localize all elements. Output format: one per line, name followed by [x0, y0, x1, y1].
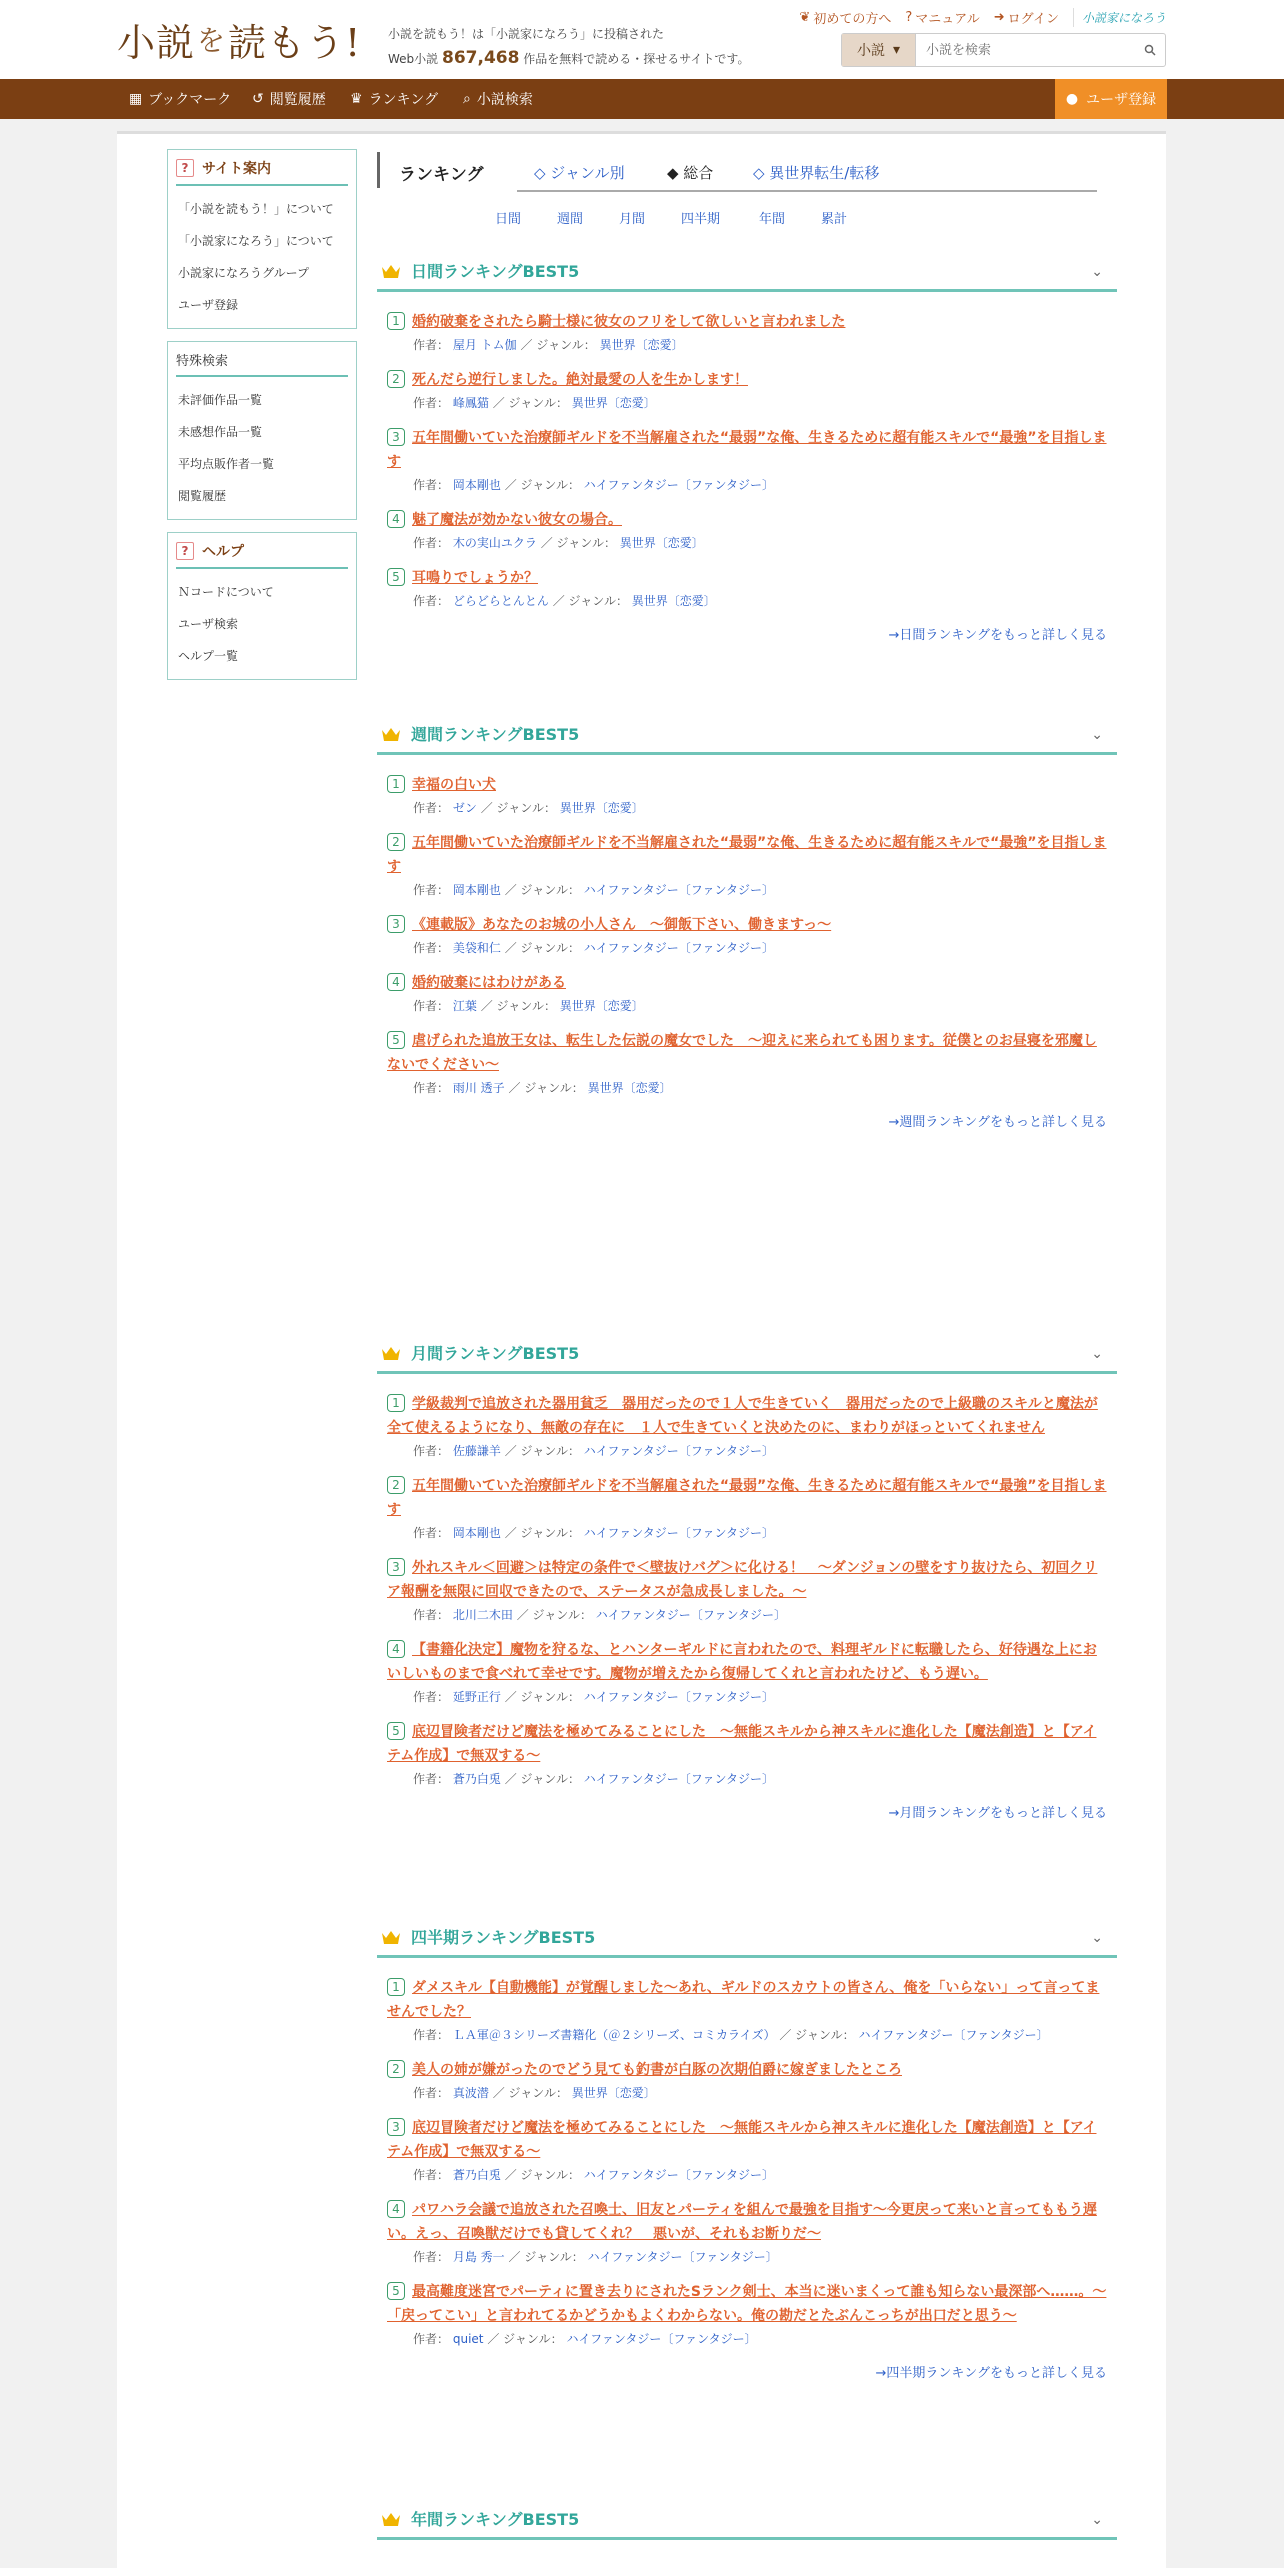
site-guide-heading: ? サイト案内	[176, 158, 348, 186]
sidebar-item-ncode[interactable]: Ｎコードについて	[178, 584, 274, 599]
sidebar-item-narou-group[interactable]: 小説家になろうグループ	[178, 265, 310, 280]
genre-link[interactable]: 異世界〔恋愛〕	[587, 1081, 672, 1095]
tab-genre[interactable]: ◇ ジャンル別	[534, 164, 625, 182]
genre-label: ／ ジャンル：	[480, 801, 556, 815]
list-item	[387, 1474, 1107, 1544]
author-label: 作者：	[413, 2028, 450, 2042]
author-link[interactable]: ゼン	[452, 801, 477, 815]
work-count: 867,468	[442, 48, 520, 68]
rank-badge: 1	[387, 1394, 405, 1412]
period-weekly[interactable]: 週間	[557, 212, 584, 227]
author-label: 作者：	[413, 941, 450, 955]
novel-title-link[interactable]	[387, 913, 1107, 937]
top-links	[799, 8, 1166, 27]
genre-link[interactable]: ハイファンタジー〔ファンタジー〕	[583, 1526, 774, 1540]
genre-label: ／ ジャンル：	[492, 2086, 568, 2100]
novel-meta	[387, 879, 1107, 901]
genre-label: ／ ジャンル：	[504, 1690, 580, 1704]
genre-label: ／ ジャンル：	[520, 338, 596, 352]
novel-title-link[interactable]	[387, 2058, 1107, 2082]
author-link[interactable]: 北川二木田	[452, 1608, 513, 1622]
chevron-down-icon[interactable]: ⌄	[1091, 1346, 1103, 1362]
section-header[interactable]	[377, 2500, 1117, 2540]
rank-badge: 3	[387, 428, 405, 446]
section-title: 月間ランキングBEST5	[411, 1344, 580, 1363]
search-icon	[1144, 44, 1156, 56]
crown-icon	[381, 2511, 401, 2527]
genre-label: ／ ジャンル：	[480, 999, 556, 1013]
author-link[interactable]: 月島 秀一	[452, 2250, 505, 2264]
rank-badge: 4	[387, 2200, 405, 2218]
list-item	[387, 773, 1107, 819]
novel-title: 底辺冒険者だけど魔法を極めてみることにした ～無能スキルから神スキルに進化した【魔法創造】と【アイテム作成】で無双する～	[387, 2120, 1097, 2160]
author-link[interactable]: 雨川 透子	[452, 1081, 505, 1095]
novel-title-link[interactable]	[387, 566, 1107, 590]
novel-meta	[387, 2164, 1107, 2186]
tab-underline	[517, 190, 1097, 192]
author-label: 作者：	[413, 478, 450, 492]
question-icon: ?	[176, 159, 194, 177]
ranking-section	[377, 252, 1117, 643]
crown-icon	[381, 726, 401, 742]
genre-label: ／ ジャンル：	[492, 396, 568, 410]
heading-bar	[377, 152, 380, 188]
list-item	[387, 310, 1107, 356]
novel-meta	[387, 474, 1107, 496]
author-label: 作者：	[413, 594, 450, 608]
help-circle-icon: ?	[905, 10, 913, 25]
entry-list	[377, 292, 1117, 612]
author-label: 作者：	[413, 2168, 450, 2182]
rank-badge: 3	[387, 2118, 405, 2136]
nav-history[interactable]: ↺ 閲覧履歴	[252, 91, 326, 108]
sidebar-item-help-list[interactable]: ヘルプ一覧	[178, 648, 239, 663]
rank-badge: 2	[387, 2060, 405, 2078]
author-label: 作者：	[413, 2086, 450, 2100]
crown-icon: ♛	[350, 91, 363, 107]
genre-label: ／ ジャンル：	[504, 1526, 580, 1540]
leaf-icon: ❦	[799, 10, 811, 25]
list-item	[387, 1720, 1107, 1790]
novel-title-link[interactable]	[387, 831, 1107, 879]
genre-link[interactable]: ハイファンタジー〔ファンタジー〕	[595, 1608, 786, 1622]
genre-link[interactable]: ハイファンタジー〔ファンタジー〕	[583, 1444, 774, 1458]
section-title: 日間ランキングBEST5	[411, 262, 580, 281]
sidebar-item-average-author[interactable]: 平均点販作者一覧	[178, 456, 275, 471]
rank-badge: 5	[387, 1722, 405, 1740]
novel-title-link[interactable]	[387, 773, 1107, 797]
genre-label: ／ ジャンル：	[487, 2332, 563, 2346]
list-item	[387, 2058, 1107, 2104]
novel-title: 底辺冒険者だけど魔法を極めてみることにした ～無能スキルから神スキルに進化した【魔法創造】と【アイテム作成】で無双する～	[387, 1724, 1097, 1764]
login-icon: ➜	[993, 10, 1005, 25]
novel-title-link[interactable]	[387, 1976, 1107, 2024]
site-logo[interactable]: 小説 を 読もう!	[117, 20, 362, 65]
author-label: 作者：	[413, 999, 450, 1013]
novel-title: 虐げられた追放王女は、転生した伝説の魔女でした ～迎えに来られても困ります。従僕とのお昼寝を邪魔しないでください～	[387, 1033, 1097, 1073]
novel-title-link[interactable]	[387, 1029, 1107, 1077]
author-link[interactable]: 延野正行	[452, 1690, 501, 1704]
novel-title: 学級裁判で追放された器用貧乏 器用だったので１人で生きていく 器用だったので上級職のスキルと魔法が全て使えるようになり、無敵の存在に １人で生きていくと決めたのに、まわりがほっといてくれません	[387, 1396, 1098, 1436]
novel-title: 外れスキル＜回避＞は特定の条件で＜壁抜けバグ＞に化ける！ ～ダンジョンの壁をすり抜けたら、初回クリア報酬を無限に回収できたので、ステータスが急成長しました。～	[387, 1560, 1098, 1600]
genre-label: ／ ジャンル：	[508, 1081, 584, 1095]
author-label: 作者：	[413, 396, 450, 410]
tab-isekai[interactable]: ◇ 異世界転生/転移	[753, 164, 880, 182]
novel-title-link[interactable]	[387, 2280, 1107, 2328]
novel-title: 死んだら逆行しました。絶対最愛の人を生かします！	[412, 372, 748, 388]
site-tagline: 小説を読もう！は「小説家になろう」に投稿された Web小説 867,468 作品を無料で読める・探せるサイトです。	[388, 27, 750, 68]
rank-badge: 2	[387, 833, 405, 851]
rank-badge: 4	[387, 510, 405, 528]
rank-badge: 5	[387, 568, 405, 586]
author-label: 作者：	[413, 1608, 450, 1622]
novel-title-link[interactable]	[387, 310, 1107, 334]
author-link[interactable]: ＬＡ軍＠３シリーズ書籍化（＠２シリーズ、コミカライズ）	[452, 2028, 776, 2042]
genre-link[interactable]: 異世界〔恋愛〕	[631, 594, 716, 608]
genre-link[interactable]: ハイファンタジー〔ファンタジー〕	[583, 1690, 774, 1704]
novel-meta	[387, 2082, 1107, 2104]
sidebar-item-user-search[interactable]: ユーザ検索	[178, 616, 239, 631]
special-search-box	[167, 341, 357, 520]
genre-label: ／ ジャンル：	[540, 536, 616, 550]
rank-badge: 3	[387, 915, 405, 933]
search-bar	[841, 33, 1166, 67]
site-header	[0, 0, 1284, 79]
ranking-title: ランキング	[399, 165, 484, 185]
special-search-heading: 特殊検索	[176, 350, 348, 377]
ranking-section	[377, 1918, 1117, 2381]
chevron-down-icon: ▾	[892, 42, 901, 58]
list-item	[387, 2198, 1107, 2268]
period-links	[495, 208, 847, 227]
author-link[interactable]: 岡本剛也	[452, 883, 501, 897]
novel-meta	[387, 797, 1107, 819]
nav-bookmark[interactable]: ▦ ブックマーク	[129, 91, 232, 108]
author-link[interactable]: 屋月 トム伽	[452, 338, 517, 352]
genre-label: ／ ジャンル：	[504, 1772, 580, 1786]
rank-badge: 5	[387, 2282, 405, 2300]
genre-link[interactable]: 異世界〔恋愛〕	[619, 536, 704, 550]
site-guide-box	[167, 149, 357, 329]
author-link[interactable]: 真波潜	[452, 2086, 489, 2100]
sidebar-item-register[interactable]: ユーザ登録	[178, 297, 239, 312]
novel-meta	[387, 532, 1107, 554]
register-button[interactable]: ● ユーザ登録	[1055, 79, 1167, 119]
author-label: 作者：	[413, 1772, 450, 1786]
search-icon: ⌕	[463, 91, 471, 107]
genre-link[interactable]: ハイファンタジー〔ファンタジー〕	[587, 2250, 778, 2264]
novel-meta	[387, 590, 1107, 612]
section-title: 年間ランキングBEST5	[411, 2510, 580, 2529]
novel-title-link[interactable]	[387, 1720, 1107, 1768]
novel-meta	[387, 334, 1107, 356]
novel-title: 婚約破棄にはわけがある	[412, 975, 566, 991]
genre-label: ／ ジャンル：	[508, 2250, 584, 2264]
period-yearly[interactable]: 年間	[759, 212, 786, 227]
author-link[interactable]: 峰鳳猫	[452, 396, 489, 410]
novel-title: 【書籍化決定】魔物を狩るな、とハンターギルドに言われたので、料理ギルドに転職したら、好待遇な上においしいものまで食べれて幸せです。魔物が増えたから復帰してくれと言われたけど、もう遅い。	[387, 1642, 1097, 1682]
genre-label: ／ ジャンル：	[504, 2168, 580, 2182]
author-label: 作者：	[413, 801, 450, 815]
novel-meta	[387, 1522, 1107, 1544]
period-monthly[interactable]: 月間	[619, 212, 646, 227]
section-header[interactable]	[377, 1918, 1117, 1958]
manual-link[interactable]: ? マニュアル	[905, 10, 980, 27]
list-icon: ▦	[129, 91, 143, 107]
search-type-select[interactable]: 小説 ▾	[842, 34, 916, 66]
more-link[interactable]: →四半期ランキングをもっと詳しく見る	[875, 2366, 1107, 2381]
novel-title: 幸福の白い犬	[412, 777, 496, 793]
period-daily[interactable]: 日間	[495, 212, 522, 227]
crown-icon	[381, 1345, 401, 1361]
author-link[interactable]: 江葉	[452, 999, 477, 1013]
list-item	[387, 971, 1107, 1017]
nav-search[interactable]: ⌕ 小説検索	[463, 91, 533, 108]
period-cumulative[interactable]: 累計	[821, 212, 848, 227]
chevron-down-icon[interactable]: ⌄	[1091, 2512, 1103, 2528]
list-item	[387, 426, 1107, 496]
novel-title-link[interactable]	[387, 1556, 1107, 1604]
novel-meta	[387, 2328, 1107, 2350]
chevron-down-icon[interactable]: ⌄	[1091, 264, 1103, 280]
author-link[interactable]: quiet	[452, 2332, 484, 2346]
novel-title: 魅了魔法が効かない彼女の場合。	[412, 512, 622, 528]
novel-meta	[387, 1604, 1107, 1626]
crown-icon	[381, 263, 401, 279]
genre-label: ／ ジャンル：	[504, 1444, 580, 1458]
login-link[interactable]: ➜ ログイン	[993, 10, 1059, 27]
main-content	[117, 131, 1166, 2568]
nav-ranking[interactable]: ♛ ランキング	[350, 91, 439, 108]
ranking-section	[377, 1334, 1117, 1821]
novel-meta	[387, 392, 1107, 414]
author-label: 作者：	[413, 2250, 450, 2264]
novel-meta	[387, 1768, 1107, 1790]
rank-badge: 2	[387, 370, 405, 388]
novel-meta	[387, 995, 1107, 1017]
ranking-section	[377, 2500, 1117, 2540]
sidebar-item-unrated[interactable]: 未評価作品一覧	[178, 392, 263, 407]
novel-title: 五年間働いていた治療師ギルドを不当解雇された“最弱”な俺、生きるために超有能スキルで“最強”を目指します	[387, 430, 1107, 470]
author-label: 作者：	[413, 2332, 450, 2346]
genre-link[interactable]: 異世界〔恋愛〕	[571, 2086, 656, 2100]
author-link[interactable]: 岡本剛也	[452, 1526, 501, 1540]
tab-overall[interactable]: ◆ 総合	[667, 164, 714, 182]
genre-label: ／ ジャンル：	[516, 1608, 592, 1622]
genre-label: ／ ジャンル：	[504, 941, 580, 955]
novel-title: 最高難度迷宮でパーティに置き去りにされたSランク剣士、本当に迷いまくって誰も知らない最深部へ……。～「戻ってこい」と言われてるかどうかもよくわからない。俺の勘だとたぶんこっちが出口だと思う～	[387, 2284, 1107, 2324]
help-heading: ? ヘルプ	[176, 541, 348, 569]
crown-icon	[381, 1929, 401, 1945]
sidebar-item-about-yomou[interactable]: 「小説を読もう！」について	[178, 201, 334, 216]
more-link[interactable]: →日間ランキングをもっと詳しく見る	[888, 628, 1107, 643]
more-link[interactable]: →月間ランキングをもっと詳しく見る	[888, 1806, 1107, 1821]
author-label: 作者：	[413, 1690, 450, 1704]
novel-meta	[387, 1686, 1107, 1708]
novel-meta	[387, 1077, 1107, 1099]
genre-link[interactable]: ハイファンタジー〔ファンタジー〕	[858, 2028, 1049, 2042]
rank-badge: 3	[387, 1558, 405, 1576]
list-item	[387, 1638, 1107, 1708]
author-link[interactable]: 蒼乃白兎	[452, 2168, 501, 2182]
novel-title-link[interactable]	[387, 2198, 1107, 2246]
chevron-down-icon[interactable]: ⌄	[1091, 1930, 1103, 1946]
author-label: 作者：	[413, 536, 450, 550]
section-header[interactable]	[377, 252, 1117, 292]
narou-brand-link[interactable]: 小説家になろう	[1073, 8, 1166, 27]
main-nav	[0, 79, 1284, 119]
entry-list	[377, 1374, 1117, 1790]
genre-label: ／ ジャンル：	[504, 478, 580, 492]
novel-title: 《連載版》あなたのお城の小人さん ～御飯下さい、働きますっ～	[412, 917, 832, 933]
novel-title: 婚約破棄をされたら騎士様に彼女のフリをして欲しいと言われました	[412, 314, 846, 330]
novel-title-link[interactable]	[387, 971, 1107, 995]
novel-meta	[387, 1440, 1107, 1462]
novel-title: ダメスキル【自動機能】が覚醒しました～あれ、ギルドのスカウトの皆さん、俺を「いらない」って言ってませんでした？	[387, 1980, 1100, 2020]
search-button[interactable]	[1135, 34, 1165, 66]
list-item	[387, 913, 1107, 959]
author-label: 作者：	[413, 1526, 450, 1540]
period-quarterly[interactable]: 四半期	[681, 212, 721, 227]
genre-link[interactable]: 異世界〔恋愛〕	[571, 396, 656, 410]
author-link[interactable]: どらどらとんとん	[452, 594, 549, 608]
rank-badge: 4	[387, 1640, 405, 1658]
list-item	[387, 368, 1107, 414]
genre-link[interactable]: ハイファンタジー〔ファンタジー〕	[566, 2332, 757, 2346]
author-label: 作者：	[413, 1081, 450, 1095]
list-item	[387, 2280, 1107, 2350]
list-item	[387, 831, 1107, 901]
genre-label: ／ ジャンル：	[504, 883, 580, 897]
section-title: 四半期ランキングBEST5	[411, 1928, 596, 1947]
genre-link[interactable]: ハイファンタジー〔ファンタジー〕	[583, 2168, 774, 2182]
section-header[interactable]	[377, 1334, 1117, 1374]
rank-badge: 1	[387, 775, 405, 793]
author-label: 作者：	[413, 883, 450, 897]
help-box	[167, 532, 357, 680]
author-link[interactable]: 蒼乃白兎	[452, 1772, 501, 1786]
sidebar-item-about-narou[interactable]: 「小説家になろう」について	[178, 233, 334, 248]
list-item	[387, 508, 1107, 554]
beginner-link[interactable]: ❦ 初めての方へ	[799, 10, 892, 27]
user-icon: ●	[1065, 91, 1079, 107]
ranking-header	[377, 152, 1097, 194]
sidebar-item-no-review[interactable]: 未感想作品一覧	[178, 424, 263, 439]
novel-title-link[interactable]	[387, 368, 1107, 392]
author-link[interactable]: 美袋和仁	[452, 941, 501, 955]
entry-list	[377, 755, 1117, 1099]
genre-link[interactable]: 異世界〔恋愛〕	[559, 801, 644, 815]
chevron-down-icon[interactable]: ⌄	[1091, 727, 1103, 743]
genre-link[interactable]: ハイファンタジー〔ファンタジー〕	[583, 941, 774, 955]
genre-link[interactable]: 異世界〔恋愛〕	[599, 338, 684, 352]
genre-label: ／ ジャンル：	[779, 2028, 855, 2042]
genre-link[interactable]: ハイファンタジー〔ファンタジー〕	[583, 1772, 774, 1786]
author-label: 作者：	[413, 338, 450, 352]
more-link[interactable]: →週間ランキングをもっと詳しく見る	[888, 1115, 1107, 1130]
list-item	[387, 1029, 1107, 1099]
novel-title-link[interactable]	[387, 1474, 1107, 1522]
author-link[interactable]: 木の実山ユクラ	[452, 536, 537, 550]
rank-badge: 1	[387, 1978, 405, 1996]
novel-title-link[interactable]	[387, 426, 1107, 474]
genre-link[interactable]: ハイファンタジー〔ファンタジー〕	[583, 883, 774, 897]
list-item	[387, 1976, 1107, 2046]
rank-badge: 2	[387, 1476, 405, 1494]
entry-list	[377, 1958, 1117, 2350]
novel-title: 五年間働いていた治療師ギルドを不当解雇された“最弱”な俺、生きるために超有能スキルで“最強”を目指します	[387, 835, 1107, 875]
novel-title-link[interactable]	[387, 508, 1107, 532]
list-item	[387, 1556, 1107, 1626]
list-item	[387, 566, 1107, 612]
rank-badge: 4	[387, 973, 405, 991]
novel-meta	[387, 937, 1107, 959]
author-link[interactable]: 岡本剛也	[452, 478, 501, 492]
rank-badge: 5	[387, 1031, 405, 1049]
genre-link[interactable]: 異世界〔恋愛〕	[559, 999, 644, 1013]
author-link[interactable]: 佐藤謙羊	[452, 1444, 501, 1458]
sidebar-item-history[interactable]: 閲覧履歴	[178, 488, 227, 503]
rank-badge: 1	[387, 312, 405, 330]
section-title: 週間ランキングBEST5	[411, 725, 580, 744]
novel-title: 耳鳴りでしょうか？	[412, 570, 538, 586]
search-input[interactable]	[916, 34, 1135, 66]
question-icon: ?	[176, 542, 194, 560]
author-label: 作者：	[413, 1444, 450, 1458]
novel-meta	[387, 2246, 1107, 2268]
novel-title: 美人の姉が嫌がったのでどう見ても釣書が白豚の次期伯爵に嫁ぎましたところ	[412, 2062, 902, 2078]
novel-title-link[interactable]	[387, 1638, 1107, 1686]
ranking-section	[377, 715, 1117, 1130]
genre-label: ／ ジャンル：	[552, 594, 628, 608]
genre-link[interactable]: ハイファンタジー〔ファンタジー〕	[583, 478, 774, 492]
section-header[interactable]	[377, 715, 1117, 755]
history-icon: ↺	[252, 91, 264, 107]
novel-meta	[387, 2024, 1107, 2046]
novel-title-link[interactable]	[387, 2116, 1107, 2164]
novel-title: パワハラ会議で追放された召喚士、旧友とパーティを組んで最強を目指す～今更戻って来いと言ってももう遅い。えっ、召喚獣だけでも貸してくれ？ 悪いが、それもお断りだ～	[387, 2202, 1097, 2242]
list-item	[387, 2116, 1107, 2186]
novel-title: 五年間働いていた治療師ギルドを不当解雇された“最弱”な俺、生きるために超有能スキルで“最強”を目指します	[387, 1478, 1107, 1518]
list-item	[387, 1392, 1107, 1462]
novel-title-link[interactable]	[387, 1392, 1107, 1440]
